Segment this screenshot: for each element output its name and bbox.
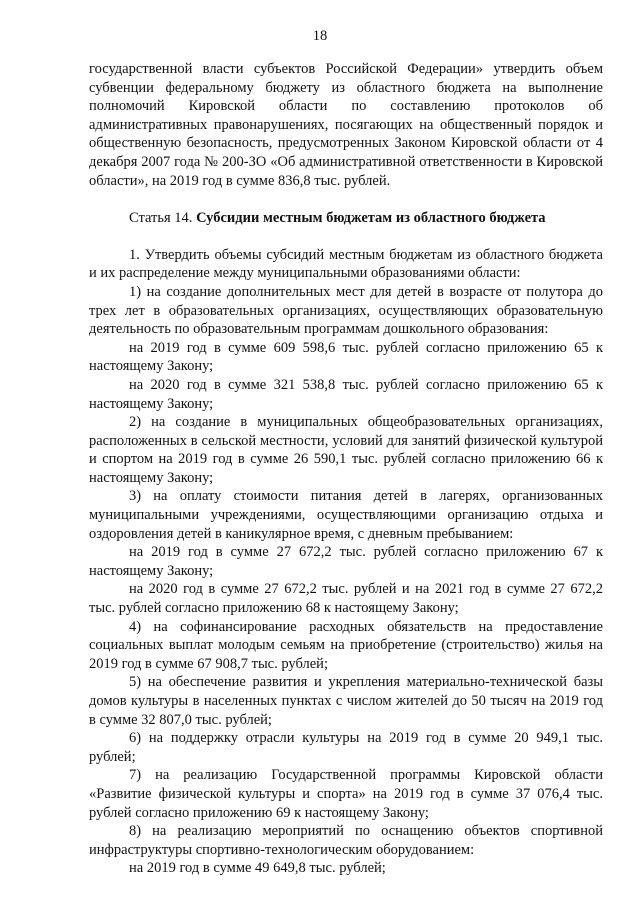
paragraph: 2) на создание в муниципальных общеобразовательных организациях, расположенных в сельской местности, условий для занятий физической культурой и спортом на 2019 год в сумме 26 590,1 тыс. рублей согласно приложению 66 к настоящему Закону; bbox=[89, 414, 603, 486]
page-number: 18 bbox=[312, 28, 328, 44]
paragraph: на 2019 год в сумме 609 598,6 тыс. рублей согласно приложению 65 к настоящему Закону; bbox=[89, 339, 603, 375]
paragraph: 4) на софинансирование расходных обязательств на предоставление социальных выплат молодым семьям на приобретение (строительство) жилья на 2019 год в сумме 67 908,7 тыс. рублей; bbox=[89, 618, 603, 672]
article-prefix: Статья 14. bbox=[129, 210, 197, 227]
paragraph: 1) на создание дополнительных мест для детей в возрасте от полутора до трех лет в образовательных организациях, осуществляющих образовательную деятельность по образовательным программам дошкольного образования: bbox=[89, 283, 603, 338]
document-body bbox=[89, 60, 603, 878]
article-title: Субсидии местным бюджетам из областного бюджета bbox=[196, 210, 546, 227]
article-heading bbox=[89, 209, 603, 228]
paragraph: 3) на оплату стоимости питания детей в лагерях, организованных муниципальными учреждениями, осуществляющими организацию отдыха и оздоровления детей в каникулярное время, с дневным пребыванием: bbox=[89, 488, 603, 542]
paragraph: 7) на реализацию Государственной программы Кировской области «Развитие физической культуры и спорта» на 2019 год в сумме 37 076,4 тыс. рублей согласно приложению 69 к настоящему Закону; bbox=[89, 767, 603, 821]
paragraph: 5) на обеспечение развития и укрепления материально-технической базы домов культуры в населенных пунктах с числом жителей до 50 тысяч на 2019 год в сумме 32 807,0 тыс. рублей; bbox=[89, 674, 603, 728]
paragraph: на 2019 год в сумме 27 672,2 тыс. рублей согласно приложению 67 к настоящему Закону; bbox=[89, 544, 603, 579]
paragraph: на 2019 год в сумме 49 649,8 тыс. рублей; bbox=[129, 860, 386, 877]
paragraph: 1. Утвердить объемы субсидий местным бюджетам из областного бюджета и их распределение между муниципальными образованиями области: bbox=[89, 246, 603, 282]
paragraph: 6) на поддержку отрасли культуры на 2019 год в сумме 20 949,1 тыс. рублей; bbox=[89, 730, 603, 765]
paragraph: на 2020 год в сумме 321 538,8 тыс. рублей согласно приложению 65 к настоящему Закону; bbox=[89, 376, 603, 412]
paragraph: 8) на реализацию мероприятий по оснащению объектов спортивной инфраструктуры спортивно-технологическим оборудованием: bbox=[89, 823, 603, 858]
paragraph: на 2020 год в сумме 27 672,2 тыс. рублей и на 2021 год в сумме 27 672,2 тыс. рублей согласно приложению 68 к настоящему Закону; bbox=[89, 581, 603, 617]
paragraph-continuation: государственной власти субъектов Российской Федерации» утвердить объем субвенции федеральному бюджету из областного бюджета на выполнение полномочий Кировской области по составлению протоколов об административных правонарушениях, посягающих на общественный порядок и общественную безопасность, предусмотренных Законом Кировской области от 4 декабря 2007 года № 200-ЗО «Об административной ответственности в Кировской области», на 2019 год в сумме 836,8 тыс. рублей. bbox=[89, 61, 603, 189]
